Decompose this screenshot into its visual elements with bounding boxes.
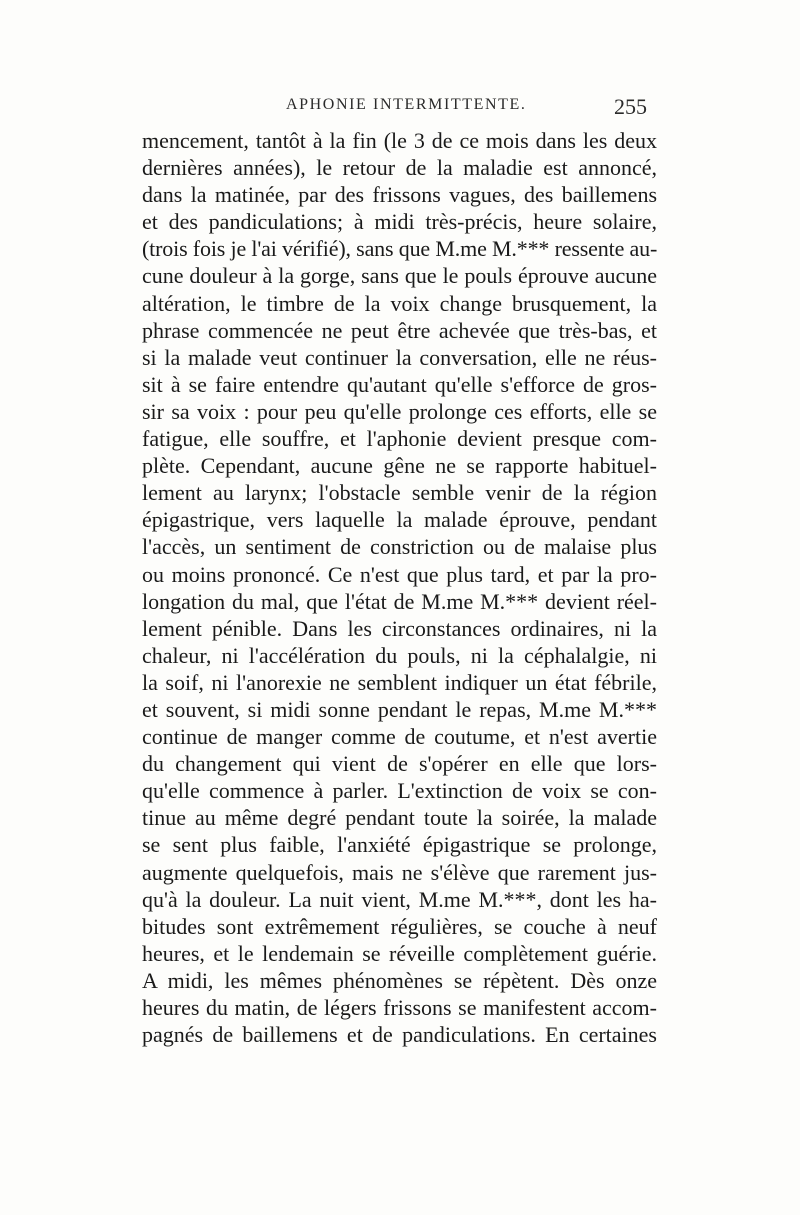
running-head xyxy=(0,96,800,126)
text-line: se sent plus faible, l'anxiété épigastrique se prolonge, xyxy=(142,832,657,858)
text-line: dernières années), le retour de la maladie est annoncé, xyxy=(142,155,657,181)
text-line: lement pénible. Dans les circonstances ordinaires, ni la xyxy=(142,615,657,641)
text-line: dans la matinée, par des frissons vagues, des baillemens xyxy=(142,182,657,208)
page-number: 255 xyxy=(614,94,647,119)
text-line: heures, et le lendemain se réveille complètement guérie. xyxy=(142,940,657,966)
text-line: A midi, les mêmes phénomènes se répètent. Dès onze xyxy=(142,967,657,993)
text-line: plète. Cependant, aucune gêne ne se rapporte habituel- xyxy=(142,453,657,479)
text-line: (trois fois je l'ai vérifié), sans que M.me M.*** ressente au- xyxy=(142,236,658,262)
text-line: mencement, tantôt à la fin (le 3 de ce mois dans les deux xyxy=(142,128,657,153)
text-line: pagnés de baillemens et de pandiculations. En certaines xyxy=(142,1022,657,1048)
text-line: l'accès, un sentiment de constriction ou de malaise plus xyxy=(142,534,657,560)
text-line: qu'à la douleur. La nuit vient, M.me M.***, dont les ha- xyxy=(142,886,657,912)
text-line: tinue au même degré pendant toute la soirée, la malade xyxy=(142,805,657,831)
text-line: et des pandiculations; à midi très-précis, heure solaire, xyxy=(142,209,657,235)
text-line: altération, le timbre de la voix change brusquement, la xyxy=(142,290,657,316)
text-line: phrase commencée ne peut être achevée que très-bas, et xyxy=(142,317,657,343)
text-line: la soif, ni l'anorexie ne semblent indiquer un état fébrile, xyxy=(142,669,657,695)
text-line: qu'elle commence à parler. L'extinction de voix se con- xyxy=(142,778,657,804)
text-line: lement au larynx; l'obstacle semble venir de la région xyxy=(142,480,657,506)
text-line: épigastrique, vers laquelle la malade éprouve, pendant xyxy=(142,507,657,533)
text-line: sit à se faire entendre qu'autant qu'elle s'efforce de gros- xyxy=(142,371,657,397)
text-line: continue de manger comme de coutume, et n'est avertie xyxy=(142,724,657,750)
text-line: longation du mal, que l'état de M.me M.*** devient réel- xyxy=(142,588,657,614)
text-line: fatigue, elle souffre, et l'aphonie devient presque com- xyxy=(142,426,657,452)
text-line: si la malade veut continuer la conversation, elle ne réus- xyxy=(142,344,657,370)
text-line: bitudes sont extrêmement régulières, se couche à neuf xyxy=(142,913,657,939)
text-line: cune douleur à la gorge, sans que le pouls éprouve aucune xyxy=(142,263,657,289)
text-line: et souvent, si midi sonne pendant le repas, M.me M.*** xyxy=(142,696,657,722)
running-title: APHONIE INTERMITTENTE. xyxy=(286,96,527,113)
text-line: augmente quelquefois, mais ne s'élève que rarement jus- xyxy=(142,859,657,885)
text-line: sir sa voix : pour peu qu'elle prolonge ces efforts, elle se xyxy=(142,398,657,424)
text-line: chaleur, ni l'accélération du pouls, ni la céphalalgie, ni xyxy=(142,642,657,668)
text-line: heures du matin, de légers frissons se manifestent accom- xyxy=(142,995,657,1020)
body-text xyxy=(142,127,657,1048)
text-line: ou moins prononcé. Ce n'est que plus tard, et par la pro- xyxy=(142,561,657,587)
text-line: du changement qui vient de s'opérer en elle que lors- xyxy=(142,751,657,777)
